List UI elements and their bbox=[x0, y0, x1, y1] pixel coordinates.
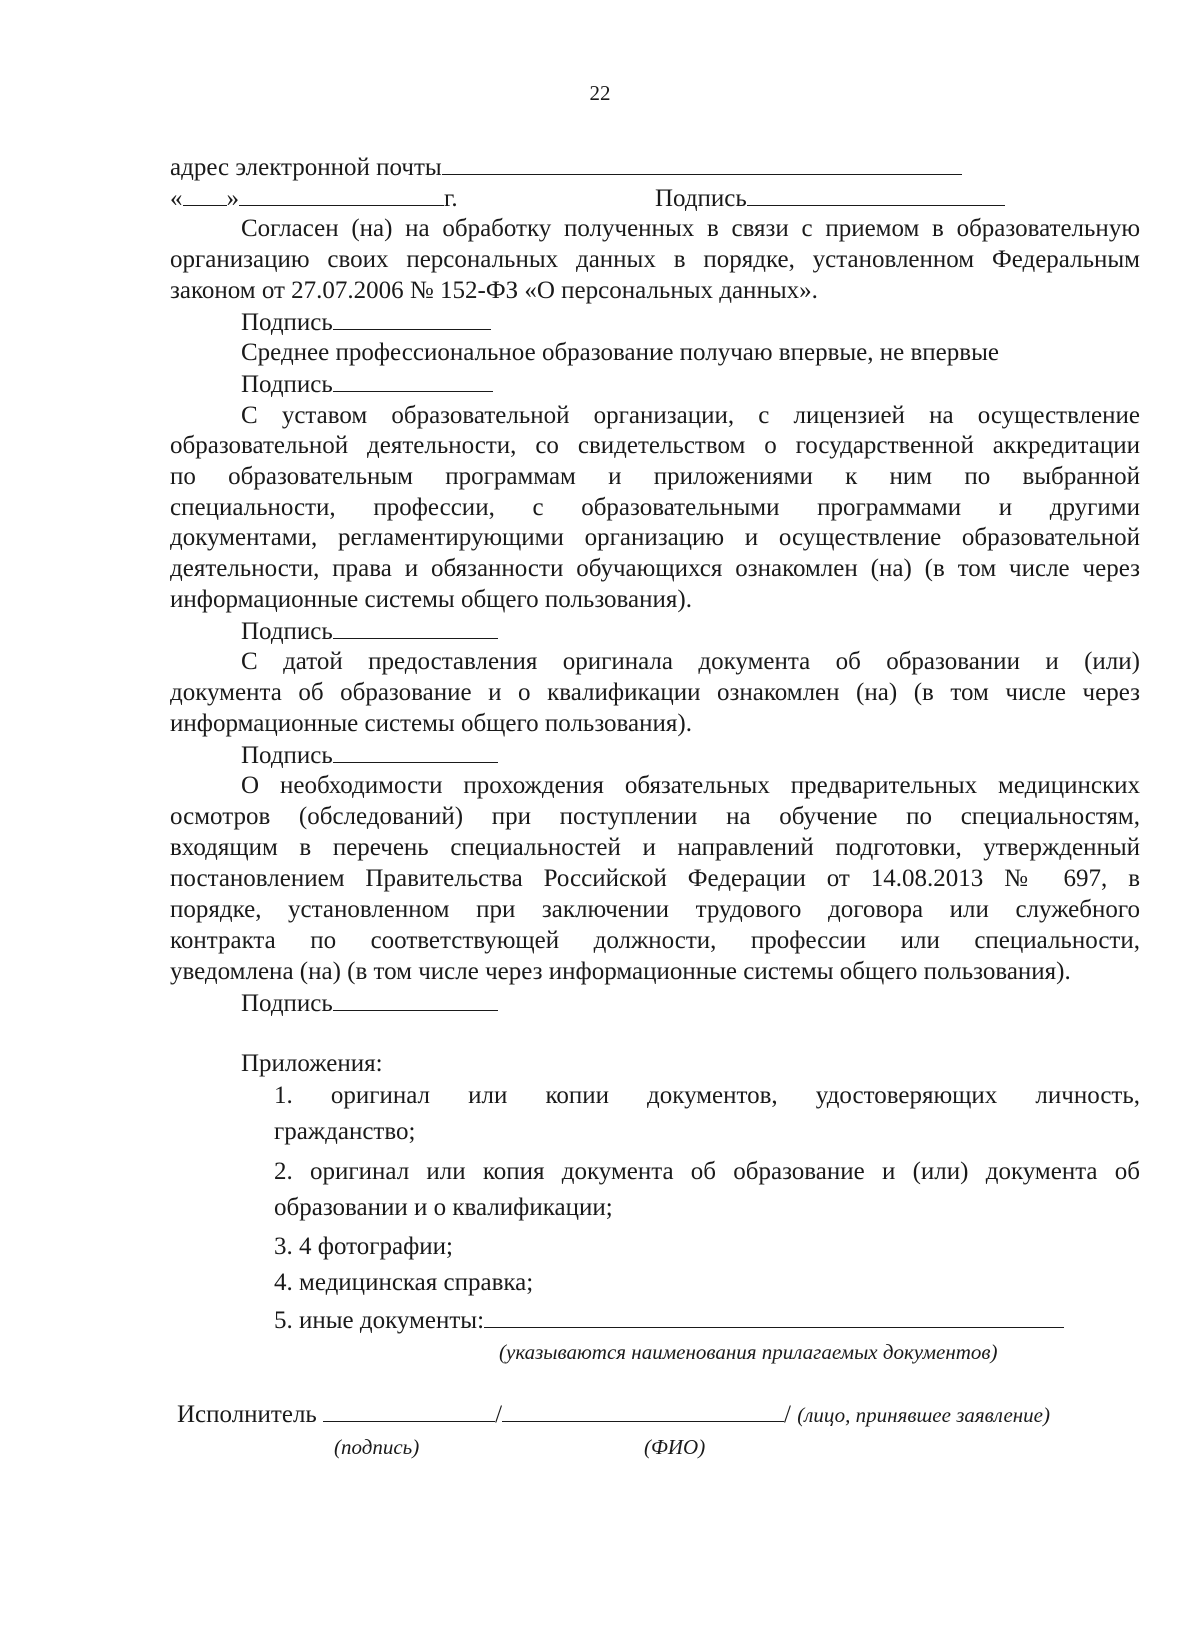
date-row bbox=[170, 183, 458, 214]
attachments-title: Приложения: bbox=[241, 1050, 383, 1077]
executor-row bbox=[177, 1399, 1050, 1430]
email-field[interactable] bbox=[442, 152, 962, 175]
charter-line-3: по образовательным программам и приложениями к ним по выбранной bbox=[170, 463, 1140, 490]
executor-signature-field[interactable] bbox=[323, 1399, 495, 1422]
fio-caption: (ФИО) bbox=[644, 1435, 706, 1459]
signature-row-2 bbox=[241, 369, 493, 400]
email-row bbox=[170, 152, 962, 183]
attachment-4: 4. медицинская справка; bbox=[274, 1269, 534, 1296]
signature-caption: (подпись) bbox=[334, 1435, 420, 1459]
header-signature-field[interactable] bbox=[747, 183, 1005, 206]
charter-line-5: документами, регламентирующими организацию и осуществление образовательной bbox=[170, 524, 1140, 551]
signature-row-3 bbox=[241, 616, 498, 647]
attachment-5-label: 5. иные документы: bbox=[274, 1307, 485, 1334]
consent-line-2: организацию своих персональных данных в порядке, установленном Федеральным bbox=[170, 246, 1140, 273]
signature-label-4: Подпись bbox=[241, 742, 333, 769]
signature-label-5: Подпись bbox=[241, 990, 333, 1017]
executor-role: (лицо, принявшее заявление) bbox=[797, 1403, 1050, 1427]
signature-field-2[interactable] bbox=[333, 369, 493, 392]
date-close-quote: » bbox=[226, 185, 239, 212]
signature-label-3: Подпись bbox=[241, 618, 333, 645]
medical-line-4: постановлением Правительства Российской Федерации от 14.08.2013 № 697, в bbox=[170, 865, 1140, 892]
original-line-2: документа об образование и о квалификации ознакомлен (на) (в том числе через bbox=[170, 679, 1140, 706]
charter-line-1: С уставом образовательной организации, с лицензией на осуществление bbox=[241, 402, 1140, 429]
signature-row-1 bbox=[241, 307, 491, 338]
attachment-1-line-1: 1. оригинал или копии документов, удостоверяющих личность, bbox=[274, 1082, 1140, 1109]
signature-label-1: Подпись bbox=[241, 309, 333, 336]
attachment-1-line-2: гражданство; bbox=[274, 1118, 416, 1145]
medical-line-6: контракта по соответствующей должности, профессии или специальности, bbox=[170, 927, 1140, 954]
attachment-2-line-2: образовании и о квалификации; bbox=[274, 1194, 613, 1221]
page-number: 22 bbox=[589, 81, 611, 105]
executor-label: Исполнитель bbox=[177, 1401, 317, 1428]
header-signature-row bbox=[655, 183, 1005, 214]
executor-slash-2: / bbox=[784, 1401, 791, 1428]
original-line-1: С датой предоставления оригинала документа об образовании и (или) bbox=[241, 648, 1140, 675]
executor-fio-field[interactable] bbox=[502, 1399, 784, 1422]
signature-label-2: Подпись bbox=[241, 371, 333, 398]
original-line-3: информационные системы общего пользования). bbox=[170, 710, 692, 737]
signature-field-1[interactable] bbox=[333, 307, 491, 330]
attachment-3: 3. 4 фотографии; bbox=[274, 1233, 453, 1260]
medical-line-1: О необходимости прохождения обязательных предварительных медицинских bbox=[241, 772, 1140, 799]
medical-line-5: порядке, установленном при заключении трудового договора или служебного bbox=[170, 896, 1140, 923]
medical-line-7: уведомлена (на) (в том числе через информационные системы общего пользования). bbox=[170, 958, 1071, 985]
spo-line: Среднее профессиональное образование получаю впервые, не впервые bbox=[241, 339, 999, 366]
consent-line-1: Согласен (на) на обработку полученных в связи с приемом в образовательную bbox=[241, 215, 1140, 242]
consent-line-3: законом от 27.07.2006 № 152-ФЗ «О персональных данных». bbox=[170, 277, 818, 304]
year-suffix: г. bbox=[444, 185, 458, 212]
executor-slash-1: / bbox=[495, 1401, 503, 1428]
day-field[interactable] bbox=[183, 183, 227, 206]
medical-line-3: входящим в перечень специальностей и направлений подготовки, утвержденный bbox=[170, 834, 1140, 861]
attachments-hint: (указываются наименования прилагаемых документов) bbox=[499, 1340, 998, 1364]
attachment-5-row bbox=[274, 1305, 1064, 1336]
attachment-2-line-1: 2. оригинал или копия документа об образование и (или) документа об bbox=[274, 1158, 1140, 1185]
signature-field-4[interactable] bbox=[333, 740, 498, 763]
month-year-field[interactable] bbox=[239, 183, 444, 206]
charter-line-7: информационные системы общего пользования). bbox=[170, 586, 692, 613]
signature-field-3[interactable] bbox=[333, 616, 498, 639]
medical-line-2: осмотров (обследований) при поступлении на обучение по специальностям, bbox=[170, 803, 1140, 830]
signature-row-4 bbox=[241, 740, 498, 771]
charter-line-4: специальности, профессии, с образовательными программами и другими bbox=[170, 494, 1140, 521]
date-open-quote: « bbox=[170, 185, 183, 212]
charter-line-2: образовательной деятельности, со свидетельством о государственной аккредитации bbox=[170, 432, 1140, 459]
other-documents-field[interactable] bbox=[484, 1305, 1064, 1328]
signature-field-5[interactable] bbox=[333, 988, 498, 1011]
header-signature-label: Подпись bbox=[655, 185, 747, 212]
signature-row-5 bbox=[241, 988, 498, 1019]
email-label: адрес электронной почты bbox=[170, 154, 442, 181]
charter-line-6: деятельности, права и обязанности обучающихся ознакомлен (на) (в том числе через bbox=[170, 555, 1140, 582]
